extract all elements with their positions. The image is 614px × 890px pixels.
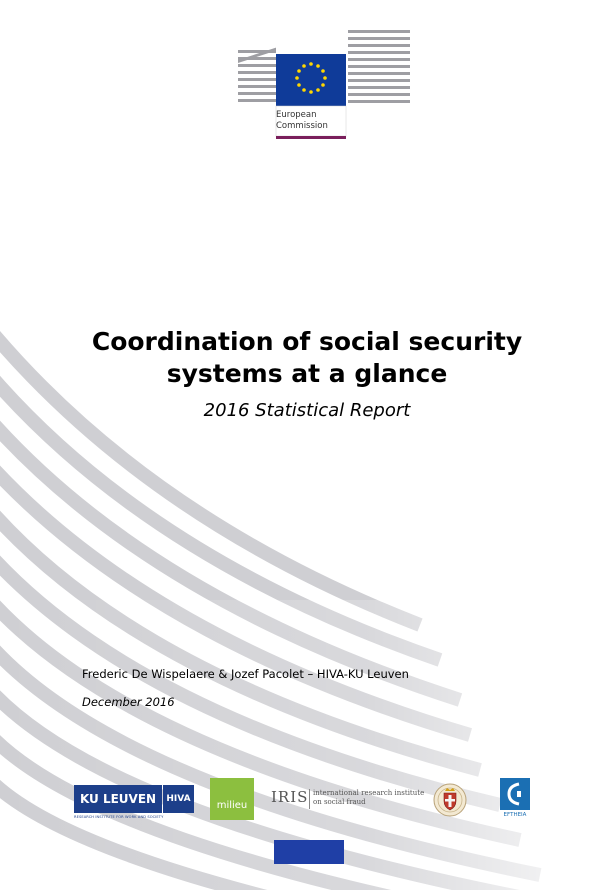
publisher-name-line2: Commission [276,121,328,131]
hiva-tagline: RESEARCH INSTITUTE FOR WORK AND SOCIETY [74,815,164,819]
ku-leuven-hiva-logo [74,785,194,819]
publisher-name-line1: European [276,110,317,120]
eu-flag-icon [274,840,344,864]
milieu-logo: milieu [210,778,254,820]
document-subtitle: 2016 Statistical Report [203,400,411,421]
document-title [0,326,614,390]
publication-date: December 2016 [82,695,175,709]
eftheia-logo [498,778,532,820]
iris-divider [309,789,310,809]
authors: Frederic De Wispelaere & Jozef Pacolet – HIVA-KU Leuven [82,667,409,681]
iris-tagline-line1: international research institute [313,789,425,797]
iris-logo [271,786,425,816]
iris-tagline [313,789,424,807]
ku-leuven-wordmark: KU LEUVEN [74,785,162,813]
title-line2: systems at a glance [166,359,448,388]
crest-icon [433,783,467,817]
title-line1: Coordination of social security [91,327,523,356]
hiva-wordmark: HIVA [163,785,194,813]
eftheia-wordmark: EFTHEIA [503,812,527,818]
iris-wordmark: IRIS [271,788,309,806]
iris-tagline-line2: on social fraud [313,798,366,806]
eftheia-mark-icon [500,778,530,810]
